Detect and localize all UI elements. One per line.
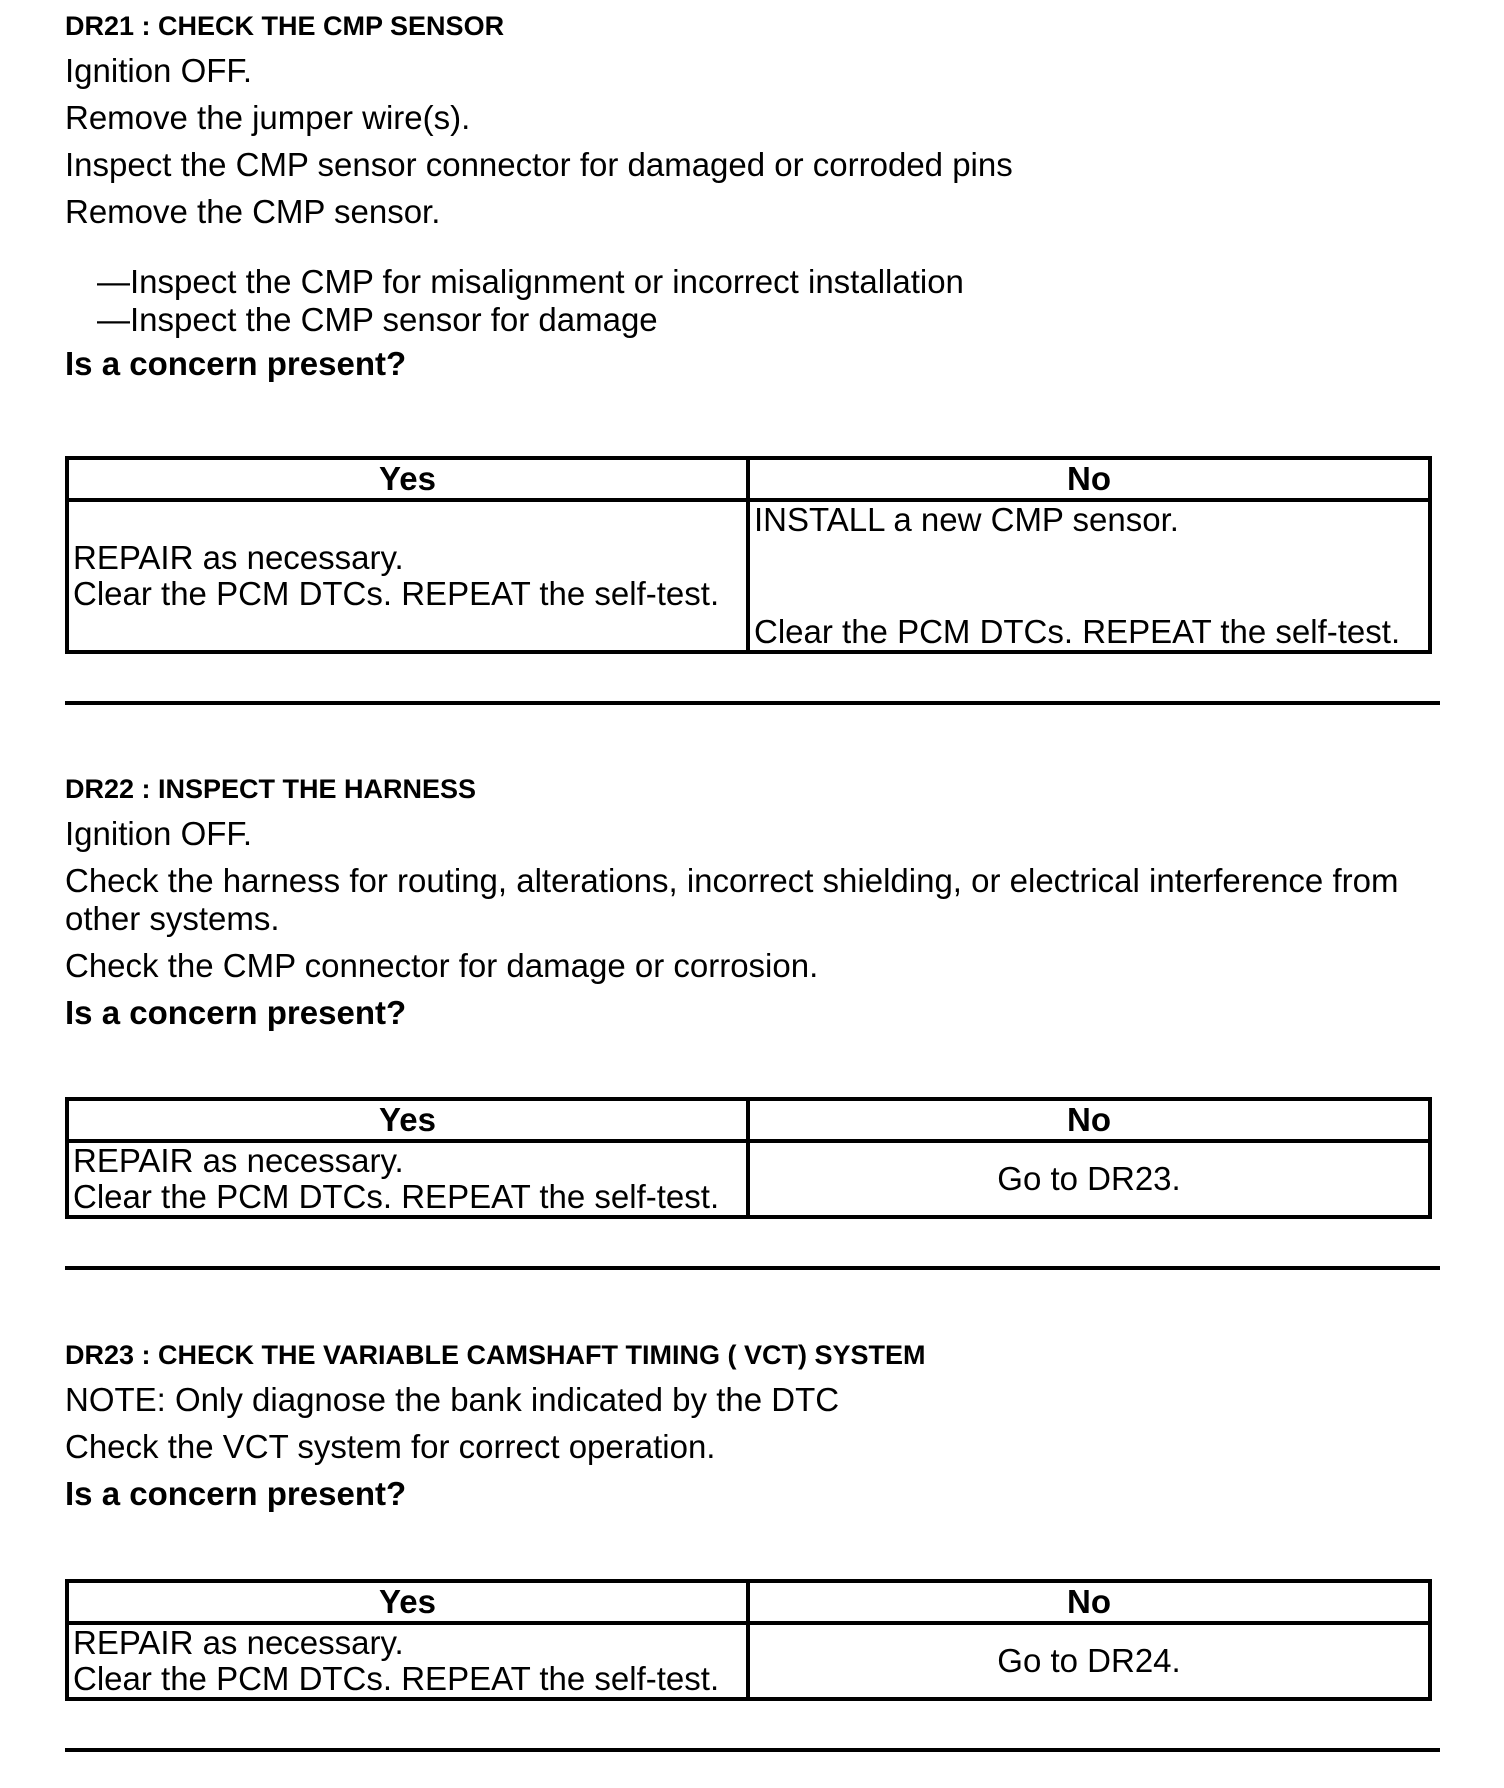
section-divider [65,1266,1440,1270]
step-text: Remove the jumper wire(s). [65,99,471,136]
section-heading: DR21 : CHECK THE CMP SENSOR [65,11,505,41]
sub-step-text: —Inspect the CMP for misalignment or incorrect installation [97,263,964,300]
section-divider [65,1748,1440,1752]
no-header: No [748,1581,1430,1623]
yes-line: Clear the PCM DTCs. REPEAT the self-test. [73,1660,720,1697]
section-dr22 [65,773,1440,1032]
table-row [67,500,1430,652]
table-header-row [67,1581,1430,1623]
no-cell [748,500,1430,652]
yes-line: Clear the PCM DTCs. REPEAT the self-test. [73,575,720,612]
sub-steps [65,263,1440,339]
table-header-row [67,458,1430,500]
section-heading: DR23 : CHECK THE VARIABLE CAMSHAFT TIMING ( VCT) SYSTEM [65,1340,926,1370]
no-line: Go to DR23. [997,1160,1181,1197]
no-cell [748,1141,1430,1217]
yes-line: REPAIR as necessary. [73,1624,404,1661]
step-text: Ignition OFF. [65,52,253,89]
yes-header: Yes [67,1099,748,1141]
no-line: Clear the PCM DTCs. REPEAT the self-test. [754,613,1401,650]
yes-header: Yes [67,458,748,500]
step-text: Check the harness for routing, alterations, incorrect shielding, or electrical interference from other systems. [65,862,1399,937]
step-text: Check the CMP connector for damage or corrosion. [65,947,819,984]
yes-cell [67,1623,748,1699]
no-header: No [748,458,1430,500]
section-dr23 [65,1339,1440,1513]
yes-cell [67,1141,748,1217]
no-line: Go to DR24. [997,1642,1181,1679]
sub-step-text: —Inspect the CMP sensor for damage [97,301,658,338]
step-text: Check the VCT system for correct operation. [65,1428,716,1465]
no-header: No [748,1099,1430,1141]
question-text: Is a concern present? [65,994,407,1031]
yes-no-table [65,1579,1432,1701]
step-text: Ignition OFF. [65,815,253,852]
yes-line: REPAIR as necessary. [73,539,404,576]
section-dr21 [65,10,1440,383]
yes-line: REPAIR as necessary. [73,1142,404,1179]
no-cell [748,1623,1430,1699]
table-row [67,1141,1430,1217]
yes-no-table [65,456,1432,654]
section-heading: DR22 : INSPECT THE HARNESS [65,774,477,804]
yes-no-table [65,1097,1432,1219]
yes-line: Clear the PCM DTCs. REPEAT the self-test. [73,1178,720,1215]
step-text: Inspect the CMP sensor connector for damaged or corroded pins [65,146,1013,183]
step-text: Remove the CMP sensor. [65,193,441,230]
yes-cell [67,500,748,652]
yes-header: Yes [67,1581,748,1623]
no-line: INSTALL a new CMP sensor. [754,501,1179,538]
table-header-row [67,1099,1430,1141]
step-text: NOTE: Only diagnose the bank indicated by the DTC [65,1381,840,1418]
table-row [67,1623,1430,1699]
question-text: Is a concern present? [65,345,407,382]
question-text: Is a concern present? [65,1475,407,1512]
section-divider [65,701,1440,705]
